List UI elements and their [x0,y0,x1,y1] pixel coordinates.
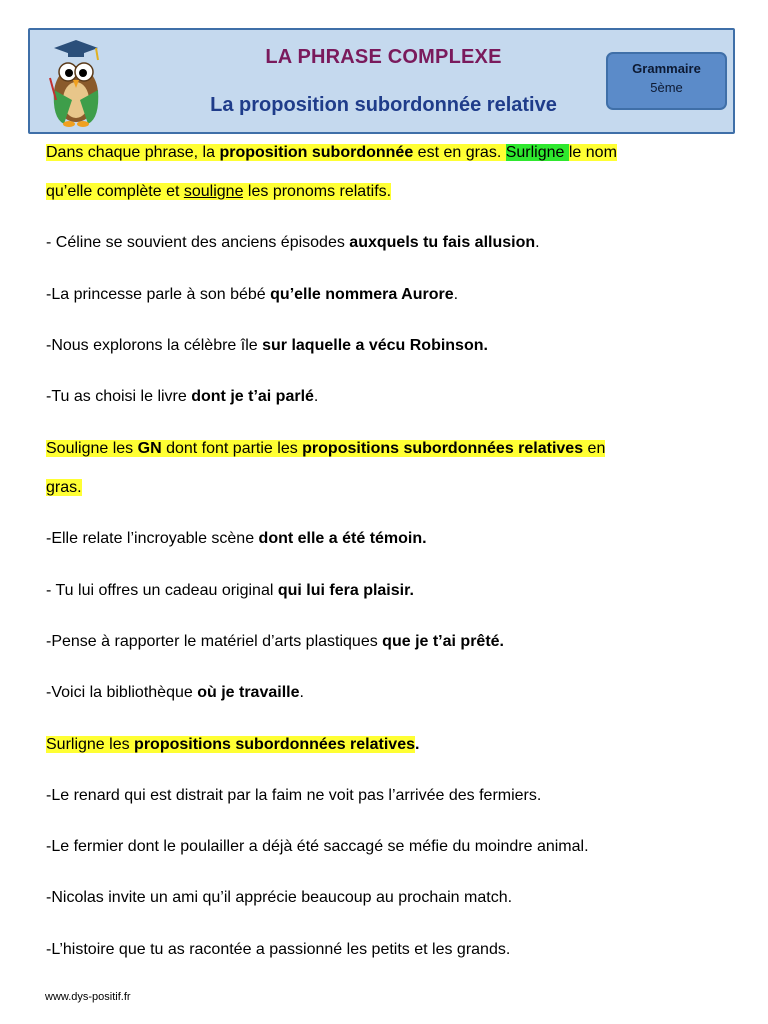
relative-clause: auxquels tu fais allusion [349,234,536,251]
footer-url: www.dys-positif.fr [45,991,131,1003]
relative-clause: que je t’ai prêté. [382,633,504,650]
exercise3-sentence-1: -Le renard qui est distrait par la faim ne voit pas l’arrivée des fermiers. [46,787,542,804]
badge-grade: 5ème [650,80,683,95]
instruction-text: en [583,440,606,457]
instruction-text: gras. [46,479,82,496]
sentence-text: . [299,684,304,701]
badge-subject: Grammaire [632,61,701,76]
exercise2-instruction-line2 [46,479,82,497]
sentence-text: -Nous explorons la célèbre île [46,337,263,354]
instruction-bold: proposition subordonnée [219,144,414,161]
sentence-text: - Tu lui offres un cadeau original [46,582,278,599]
instruction-text: dont font partie les [161,440,303,457]
exercise2-sentence-2 [46,582,414,600]
instruction-text: Surligne les [46,736,135,753]
instruction-bold: GN [137,440,162,457]
exercise1-instruction-line1 [46,144,617,162]
exercise2-sentence-1 [46,530,427,548]
exercise2-instruction-line1 [46,440,605,458]
instruction-punctuation: . [415,736,420,753]
instruction-text: Souligne les [46,440,138,457]
header-banner [28,28,735,134]
page-title: LA PHRASE COMPLEXE [265,46,502,68]
relative-clause: sur laquelle a vécu Robinson. [262,337,488,354]
instruction-text: Dans chaque phrase, la [46,144,220,161]
relative-clause: où je travaille [197,684,300,701]
sentence-text: - Céline se souvient des anciens épisodes [46,234,350,251]
sentence-text: -Elle relate l’incroyable scène [46,530,259,547]
exercise1-sentence-3 [46,337,488,355]
sentence-text: -La princesse parle à son bébé [46,286,271,303]
sentence-text: -Voici la bibliothèque [46,684,198,701]
sentence-text: -Pense à rapporter le matériel d’arts plastiques [46,633,383,650]
instruction-text: le nom [568,144,617,161]
exercise2-sentence-4 [46,684,304,702]
exercise3-sentence-4: -L’histoire que tu as racontée a passionné les petits et les grands. [46,941,511,958]
exercise1-sentence-4 [46,388,318,406]
relative-clause: dont je t’ai parlé [191,388,314,405]
exercise1-sentence-1 [46,234,540,252]
relative-clause: dont elle a été témoin. [258,530,427,547]
sentence-text: . [535,234,540,251]
instruction-underlined: souligne [183,183,244,200]
sentence-text: . [313,388,319,405]
page-subtitle: La proposition subordonnée relative [210,94,557,116]
exercise1-sentence-2 [46,286,458,304]
exercise3-sentence-3: -Nicolas invite un ami qu’il apprécie beaucoup au prochain match. [46,889,513,906]
sentence-text: . [453,286,459,303]
instruction-highlight-green: Surligne [505,144,569,161]
instruction-bold: propositions subordonnées relatives [134,736,415,753]
exercise3-sentence-2: -Le fermier dont le poulailler a déjà été saccagé se méfie du moindre animal. [46,838,589,855]
instruction-text: est en gras. [413,144,506,161]
relative-clause: qu’elle nommera Aurore [270,286,454,303]
sentence-text: -Tu as choisi le livre [46,388,192,405]
instruction-bold: propositions subordonnées relatives [302,440,584,457]
level-badge [606,52,727,110]
instruction-text: les pronoms relatifs. [243,183,392,200]
relative-clause: qui lui fera plaisir. [277,582,414,599]
instruction-text: qu’elle complète et [46,183,184,200]
exercise2-sentence-3 [46,633,504,651]
exercise3-instruction [46,736,419,754]
exercise1-instruction-line2 [46,183,391,201]
